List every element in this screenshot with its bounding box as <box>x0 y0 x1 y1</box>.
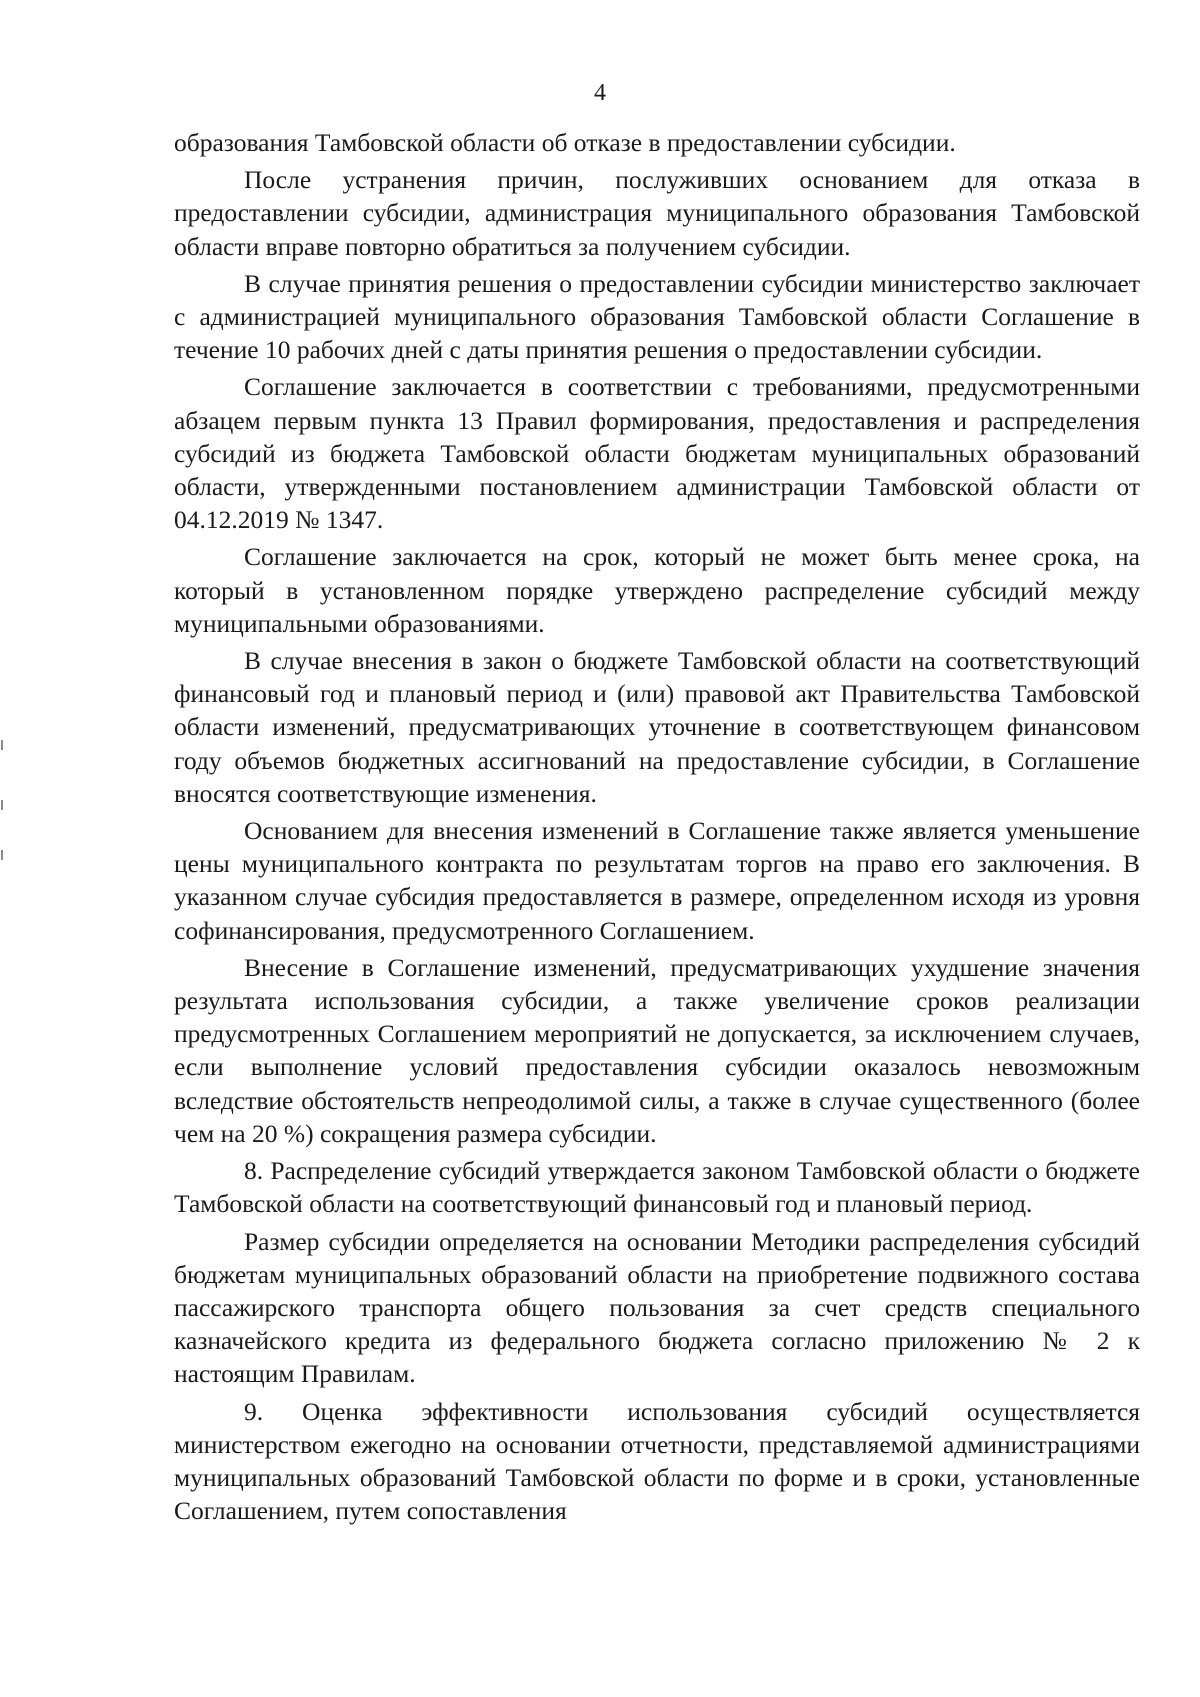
page-number: 4 <box>594 80 606 106</box>
paragraph-agreement-deadline: В случае принятия решения о предоставлении субсидии министерство заключает с администрацией муниципального образования Тамбовской области Соглашение в течение 10 рабочих дней с даты принятия решения о предоставлении субсидии. <box>174 268 1140 365</box>
paragraph-reapply: После устранения причин, послуживших основанием для отказа в предоставлении субсидии, администрация муниципального образования Тамбовской области вправе повторно обратиться за получением субсидии. <box>174 165 1140 261</box>
paragraph-budget-changes: В случае внесения в закон о бюджете Тамбовской области на соответствующий финансовый год и плановый период и (или) правовой акт Правительства Тамбовской области изменений, предусматривающих уточнение в соответствующем финансовом году объемов бюджетных ассигнований на предоставление субсидии, в Соглашение вносятся соответствующие изменения. <box>174 646 1140 808</box>
scan-edge-marks <box>0 0 4 1697</box>
paragraph-subsidy-size: Размер субсидии определяется на основании Методики распределения субсидий бюджетам муниципальных образований области на приобретение подвижного состава пассажирского транспорта общего пользования за счет средств специального казначейского кредита из федерального бюджета согласно приложению № 2 к настоящим Правилам. <box>174 1226 1140 1389</box>
paragraph-agreement-term: Соглашение заключается на срок, который не может быть менее срока, на который в установленном порядке утверждено распределение субсидий между муниципальными образованиями. <box>174 542 1140 638</box>
paragraph-item-9-efficiency: 9. Оценка эффективности использования субсидий осуществляется министерством ежегодно на основании отчетности, представляемой администрациями муниципальных образований Тамбовской области по форме и в сроки, установленные Соглашением, путем сопоставления <box>174 1396 1140 1526</box>
document-body <box>174 126 1140 1531</box>
paragraph-worsening-prohibited: Внесение в Соглашение изменений, предусматривающих ухудшение значения результата использования субсидии, а также увеличение сроков реализации предусмотренных Соглашением мероприятий не допускается, за исключением случаев, если выполнение условий предоставления субсидии оказалось невозможным вследствие обстоятельств непреодолимой силы, а также в случае существенного (более чем на 20 %) сокращения размера субсидии. <box>174 952 1140 1148</box>
paragraph-agreement-requirements: Соглашение заключается в соответствии с требованиями, предусмотренными абзацем первым пункта 13 Правил формирования, предоставления и распределения субсидий из бюджета Тамбовской области бюджетам муниципальных образований области, утвержденными постановлением администрации Тамбовской области от 04.12.2019 № 1347. <box>174 372 1140 535</box>
paragraph-item-8-distribution: 8. Распределение субсидий утверждается законом Тамбовской области о бюджете Тамбовской области на соответствующий финансовый год и плановый период. <box>174 1156 1140 1219</box>
paragraph-refusal-notice: образования Тамбовской области об отказе в предоставлении субсидии. <box>174 128 956 157</box>
paragraph-contract-price-reduction: Основанием для внесения изменений в Соглашение также является уменьшение цены муниципального контракта по результатам торгов на право его заключения. В указанном случае субсидия предоставляется в размере, определенном исходя из уровня софинансирования, предусмотренного Соглашением. <box>174 816 1140 945</box>
